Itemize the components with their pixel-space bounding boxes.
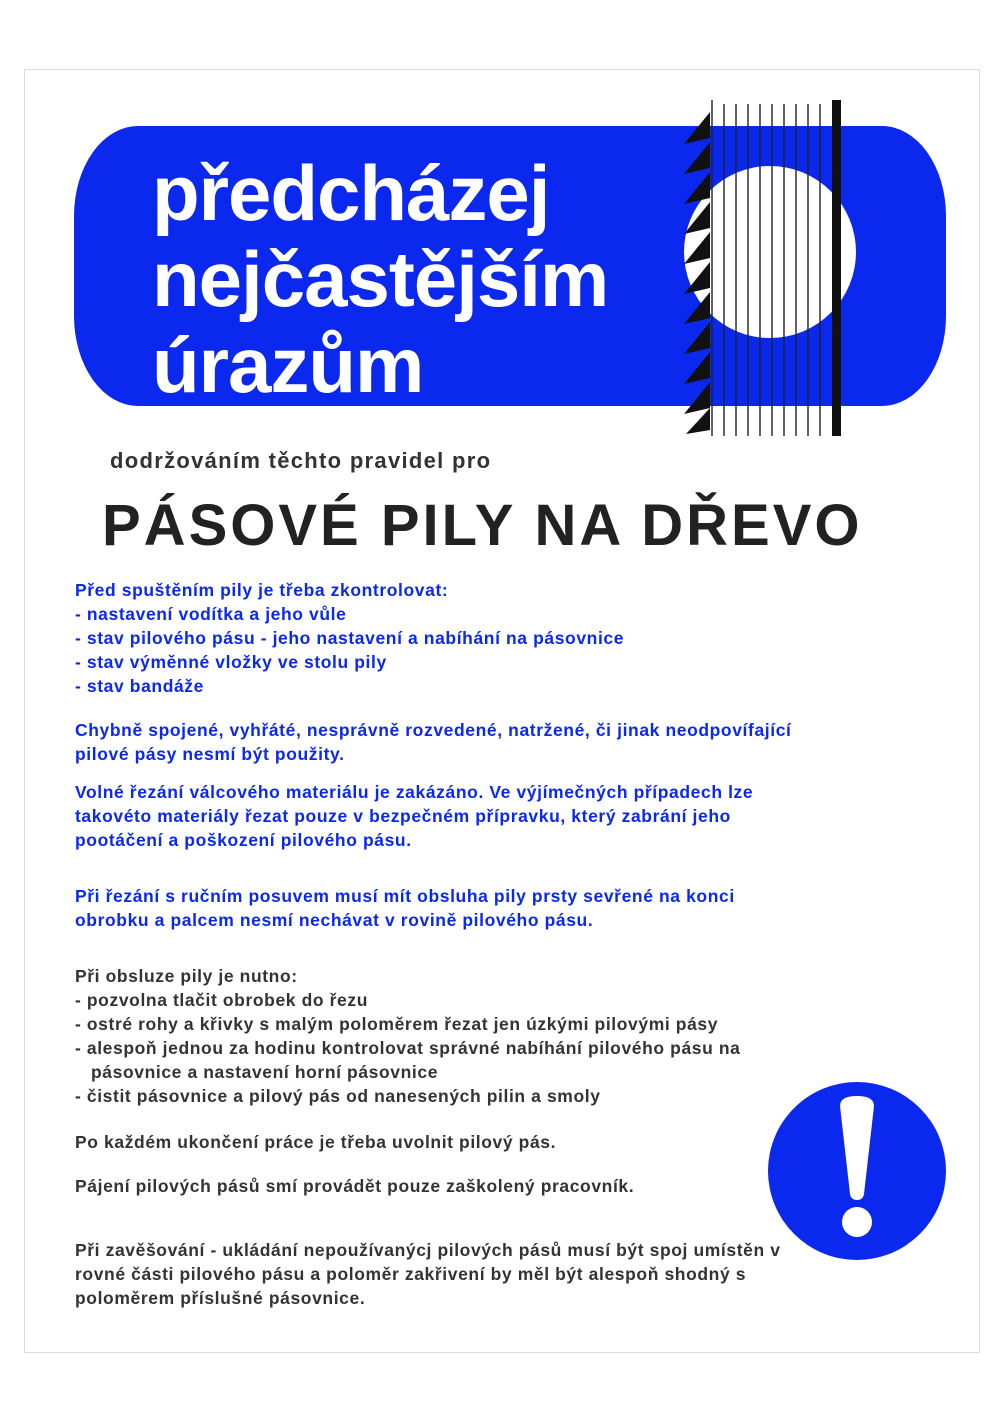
paragraph-faulty-blades	[75, 718, 955, 766]
paragraph-manual-feed	[75, 884, 955, 932]
band-saw-blade-icon	[670, 100, 870, 436]
list-item: - ostré rohy a křivky s malým poloměrem řezat jen úzkými pilovými pásy	[75, 1014, 719, 1034]
paragraph-line: rovné části pilového pásu a poloměr zakřivení by měl být alespoň shodný s	[75, 1264, 747, 1284]
paragraph-line: Chybně spojené, vyhřáté, nesprávně rozvedené, natržené, či jinak neodpovífající	[75, 720, 792, 740]
paragraph-line: obrobku a palcem nesmí nechávat v rovině pilového pásu.	[75, 910, 594, 930]
headline	[152, 150, 608, 408]
headline-line-2: nejčastějším	[152, 235, 609, 323]
paragraph-line: pootáčení a poškození pilového pásu.	[75, 830, 412, 850]
paragraph-line: poloměrem příslušné pásovnice.	[75, 1288, 366, 1308]
list-item-continuation: pásovnice a nastavení horní pásovnice	[91, 1062, 439, 1082]
section-check-before-start	[75, 578, 955, 698]
list-item: - stav bandáže	[75, 676, 204, 696]
headline-line-3: úrazům	[152, 321, 424, 409]
headline-line-1: předcházej	[152, 149, 550, 237]
list-item: - alespoň jednou za hodinu kontrolovat správné nabíhání pilového pásu na	[75, 1038, 741, 1058]
paragraph-line: Volné řezání válcového materiálu je zakázáno. Ve výjímečných případech lze	[75, 782, 754, 802]
list-item: - stav výměnné vložky ve stolu pily	[75, 652, 387, 672]
paragraph-line: pilové pásy nesmí být použity.	[75, 744, 345, 764]
section-heading: Při obsluze pily je nutno:	[75, 966, 298, 986]
paragraph-release-blade: Po každém ukončení práce je třeba uvolnit pilový pás.	[75, 1132, 557, 1152]
paragraph-round-material	[75, 780, 955, 852]
list-item: - stav pilového pásu - jeho nastavení a nabíhání na pásovnice	[75, 628, 625, 648]
subtitle: dodržováním těchto pravidel pro	[110, 448, 492, 473]
page-title: PÁSOVÉ PILY NA DŘEVO	[102, 493, 863, 558]
list-item: - pozvolna tlačit obrobek do řezu	[75, 990, 369, 1010]
exclamation-mark-icon	[768, 1082, 946, 1260]
paragraph-line: Při zavěšování - ukládání nepoužívanýcj pilových pásů musí být spoj umístěn v	[75, 1240, 781, 1260]
list-item: - nastavení vodítka a jeho vůle	[75, 604, 347, 624]
paragraph-line: Při řezání s ručním posuvem musí mít obsluha pily prsty sevřené na konci	[75, 886, 735, 906]
paragraph-soldering: Pájení pilových pásů smí provádět pouze zaškolený pracovník.	[75, 1176, 635, 1196]
section-heading: Před spuštěním pily je třeba zkontrolovat:	[75, 580, 449, 600]
list-item: - čistit pásovnice a pilový pás od nanesených pilin a smoly	[75, 1086, 601, 1106]
paragraph-line: takovéto materiály řezat pouze v bezpečném přípravku, který zabrání jeho	[75, 806, 731, 826]
